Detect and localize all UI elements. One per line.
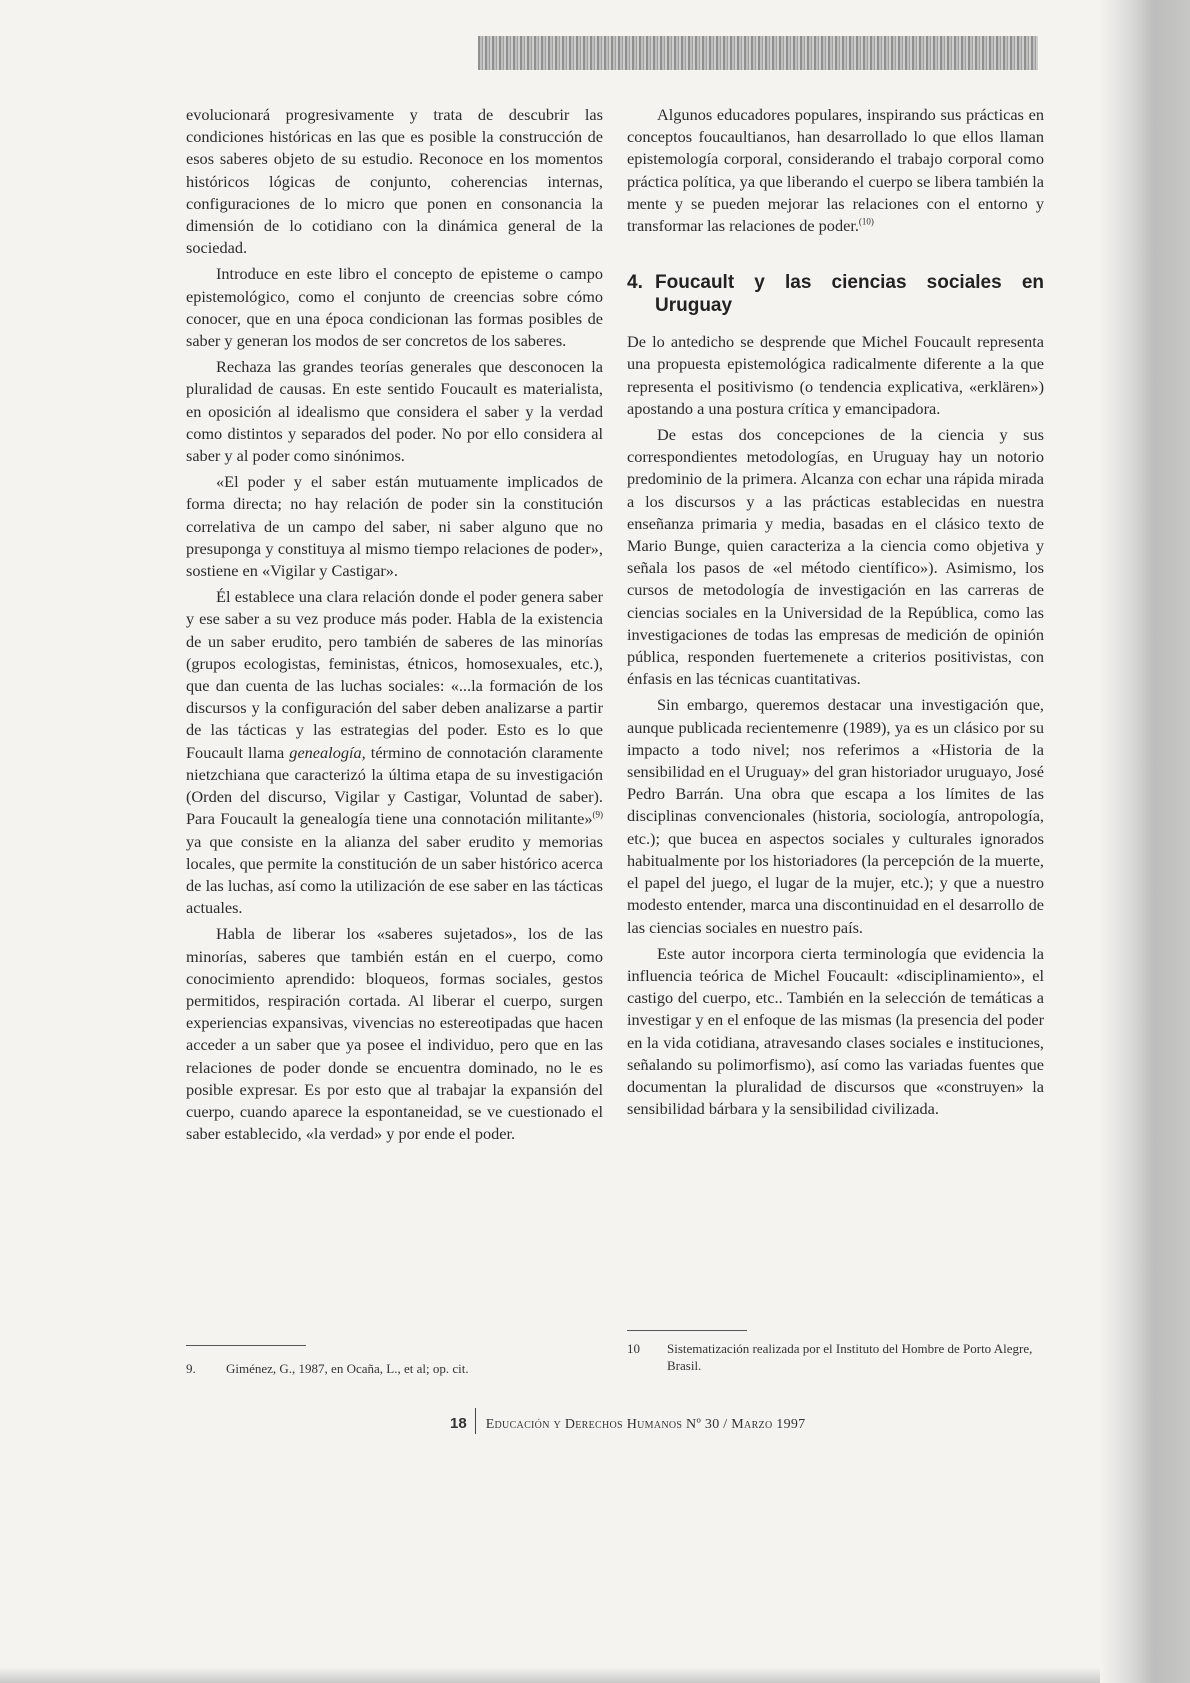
- paragraph: Rechaza las grandes teorías generales que desconocen la pluralidad de causas. En este sentido Foucault es materialista, en oposición al idealismo que considera el saber y la verdad como distintos y separados del poder. No por ello considera al saber y al poder como sinónimos.: [186, 357, 603, 466]
- footnote-rule-left: [186, 1345, 306, 1346]
- text-run: término de connotación claramente nietzchiana que caracterizó la última etapa de su investigación (Orden del discurso, Vigilar y Castigar, Voluntad de saber). Para Foucault la genealogía tiene una connotación militante»: [186, 742, 604, 829]
- paragraph: Este autor incorpora cierta terminología que evidencia la influencia teórica de Michel Foucault: «disciplinamiento», el castigo del cuerpo, etc.. También en la selección de temáticas a investigar y en el enfoque de las mismas (la presencia del poder en la vida cotidiana, atravesando clases sociales e instituciones, señalando su polimorfismo), así como las variadas fuentes que documentan la pluralidad de discursos que «construyen» la sensibilidad bárbara y la sensibilidad civilizada.: [627, 943, 1044, 1119]
- section-title: Foucault y las ciencias sociales en Uruguay: [655, 272, 1044, 317]
- footnote-number: 9.: [186, 1361, 196, 1376]
- footnote-rule-right: [627, 1330, 747, 1331]
- text-run: Algunos educadores populares, inspirando sus prácticas en conceptos foucaultianos, han desarrollado lo que ellos llaman epistemología corporal, considerando el trabajo corporal como práctica política, ya que liberando el cuerpo se libera también la mente y se pueden mejorar las relaciones con el entorno y transformar las relaciones de poder.: [627, 105, 1044, 236]
- journal-info: Educación y Derechos Humanos Nº 30 / Marzo 1997: [485, 1417, 806, 1433]
- paragraph: Habla de liberar los «saberes sujetados», los de las minorías, saberes que también están en el cuerpo, como conocimiento aprendido: bloqueos, formas sociales, gestos permitidos, respiración cortada. Al liberar el cuerpo, surgen experiencias expansivas, vivencias no estereotipadas que hacen acceder a un saber que ya posee el individuo, pero que en las relaciones de poder donde se encuentra dominado, no le es posible expresar. Es por esto que al trabajar la expansión del cuerpo, cuando aparece la espontaneidad, se ve cuestionado el saber establecido, «la verdad» y por ende el poder.: [186, 924, 603, 1144]
- paragraph: De estas dos concepciones de la ciencia y sus correspondientes metodologías, en Uruguay hay un notorio predominio de la primera. Alcanza con echar una rápida mirada a los discursos y a las prácticas establecidas en nuestra enseñanza primaria y media, basadas en el clásico texto de Mario Bunge, quien caracteriza a la ciencia como objetiva y señala los pasos de «el método científico»). Asimismo, los cursos de metodología de investigación en las carreras de ciencias sociales en la Universidad de la República, como las investigaciones de todas las empresas de medición de opinión pública, responden fuertemenete a criterios positivistas, con énfasis en las técnicas cuantitativas.: [627, 425, 1044, 689]
- footnote-text: Sistematización realizada por el Instituto del Hombre de Porto Alegre, Brasil.: [667, 1341, 1033, 1373]
- bottom-shadow: [0, 1667, 1100, 1683]
- footnote-10: [627, 1340, 1037, 1374]
- footnote-9: [186, 1360, 603, 1377]
- paragraph: Sin embargo, queremos destacar una investigación que, aunque publicada recientemenre (1989), ya es un clásico por su impacto a todo nivel; nos referimos a «Historia de la sensibilidad en el Uruguay» del gran historiador uruguayo, José Pedro Barrán. Una obra que escapa a los límites de las disciplinas convencionales (historia, sociología, antropología, etc.); que bucea en aspectos sociales y culturales ignorados habitualmente por los historiadores (la percepción de la muerte, el papel del juego, el lugar de la mujer, etc.); y que a nuestro modesto entender, marca una discontinuidad en el desarrollo de las ciencias sociales en nuestro país.: [627, 695, 1044, 937]
- section-number: 4.: [627, 272, 643, 294]
- footnote-text: Giménez, G., 1987, en Ocaña, L., et al; op. cit.: [226, 1361, 469, 1376]
- footnote-ref-9: (9): [592, 809, 603, 820]
- page-footer: [450, 1412, 900, 1438]
- emphasis-genealogia: genealogía,: [289, 742, 366, 762]
- paragraph: [627, 104, 1044, 237]
- page-number: 18: [450, 1415, 467, 1433]
- paragraph: [186, 586, 603, 919]
- paragraph: «El poder y el saber están mutuamente implicados de forma directa; no hay relación de poder sin la constitución correlativa de un campo del saber, ni saber alguno que no presuponga y constituya al mismo tiempo relaciones de poder», sostiene en «Vigilar y Castigar».: [186, 472, 603, 581]
- paragraph: De lo antedicho se desprende que Michel Foucault representa una propuesta epistemológica radicalmente diferente a la que representa el positivismo (o tendencia explicativa, «erklären») apostando a una postura crítica y emancipadora.: [627, 332, 1044, 418]
- text-run: Él establece una clara relación donde el poder genera saber y ese saber a su vez produce más poder. Habla de la existencia de un saber erudito, pero también de saberes de las minorías (grupos ecologistas, feministas, étnicos, homosexuales, etc.), que dan cuenta de las luchas sociales: «...la formación de los discursos y la configuración del saber deben analizarse a partir de las tácticas y las estrategias del poder. Esto es lo que Foucault llama: [186, 587, 603, 762]
- header-decorative-bar: [478, 36, 1038, 70]
- footer-separator: [475, 1408, 476, 1434]
- paragraph: evolucionará progresivamente y trata de descubrir las condiciones históricas en las que es posible la construcción de esos saberes objeto de su estudio. Reconoce en los momentos históricos lógicas de conjunto, coherencias internas, configuraciones de lo micro que ponen en consonancia la dimensión de lo cotidiano con la dinámica general de la sociedad.: [186, 105, 603, 258]
- footnote-ref-10: (10): [858, 216, 874, 227]
- text-run: ya que consiste en la alianza del saber erudito y memorias locales, que permite la constitución de un saber histórico acerca de las luchas, así como la utilización de ese saber en las tácticas actuales.: [186, 831, 603, 918]
- right-column: [627, 104, 1044, 1120]
- page-edge-shadow: [1100, 0, 1190, 1683]
- left-column: [186, 104, 603, 1145]
- section-heading: [627, 271, 1044, 317]
- footnote-number: 10: [627, 1341, 640, 1356]
- paragraph: Introduce en este libro el concepto de episteme o campo epistemológico, como el conjunto de creencias sobre cómo conocer, que en una época condicionan las formas posibles de saber y generan los modos de ser concretos de los saberes.: [186, 264, 603, 351]
